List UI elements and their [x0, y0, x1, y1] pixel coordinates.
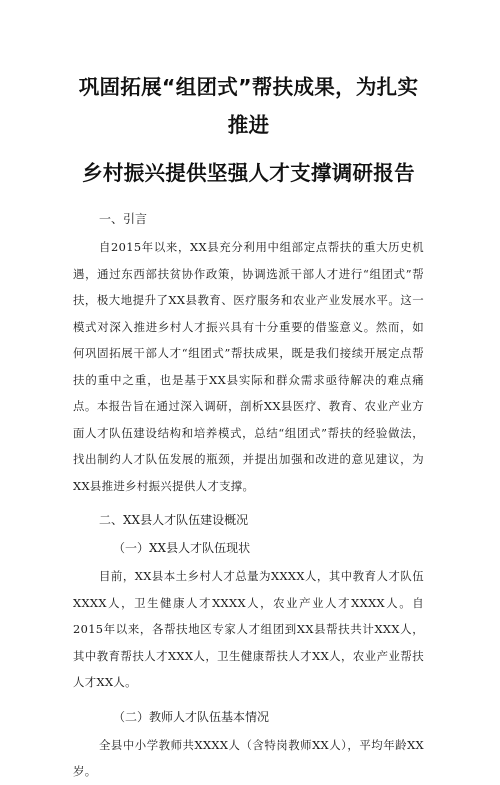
subsection-heading-status: （一）XX县人才队伍现状 [113, 541, 251, 555]
document-title-line-1: 巩固拓展“组团式”帮扶成果，为扎实推进 [78, 75, 419, 137]
status-paragraph: 目前，XX县本土乡村人才总量为XXXX人，其中教育人才队伍XXXX人，卫生健康人才XXXX人，农业产业人才XXXX人。自2015年以来，各帮扶地区专家人才组团到XX县帮扶共计XXX人，其中教育帮扶人才XXX人，卫生健康帮扶人才XX人，农业产业帮扶人才XX人。 [73, 569, 424, 689]
introduction-paragraph: 自2015年以来，XX县充分利用中组部定点帮扶的重大历史机遇，通过东西部扶贫协作政策，协调选派干部人才进行“组团式”帮扶，极大地提升了XX县教育、医疗服务和农业产业发展水平。这一模式对深入推进乡村人才振兴具有十分重要的借鉴意义。然而，如何巩固拓展干部人才“组团式”帮扶成果，既是我们接续开展定点帮扶的重中之重，也是基于XX县实际和群众需求亟待解决的难点痛点。本报告旨在通过深入调研，剖析XX县医疗、教育、农业产业方面人才队伍建设结构和培养模式，总结“组团式”帮扶的经验做法，找出制约人才队伍发展的瓶颈，并提出加强和改进的意见建议，为XX县推进乡村振兴提供人才支撑。 [73, 240, 424, 493]
teachers-paragraph: 全县中小学教师共XXXX人（含特岗教师XX人），平均年龄XX岁。 [73, 737, 424, 778]
document-title-line-2: 乡村振兴提供坚强人才支撑调研报告 [82, 161, 415, 185]
section-heading-introduction: 一、引言 [99, 212, 148, 226]
subsection-heading-teachers: （二）教师人才队伍基本情况 [113, 709, 270, 724]
section-heading-overview: 二、XX县人才队伍建设概况 [99, 513, 249, 527]
